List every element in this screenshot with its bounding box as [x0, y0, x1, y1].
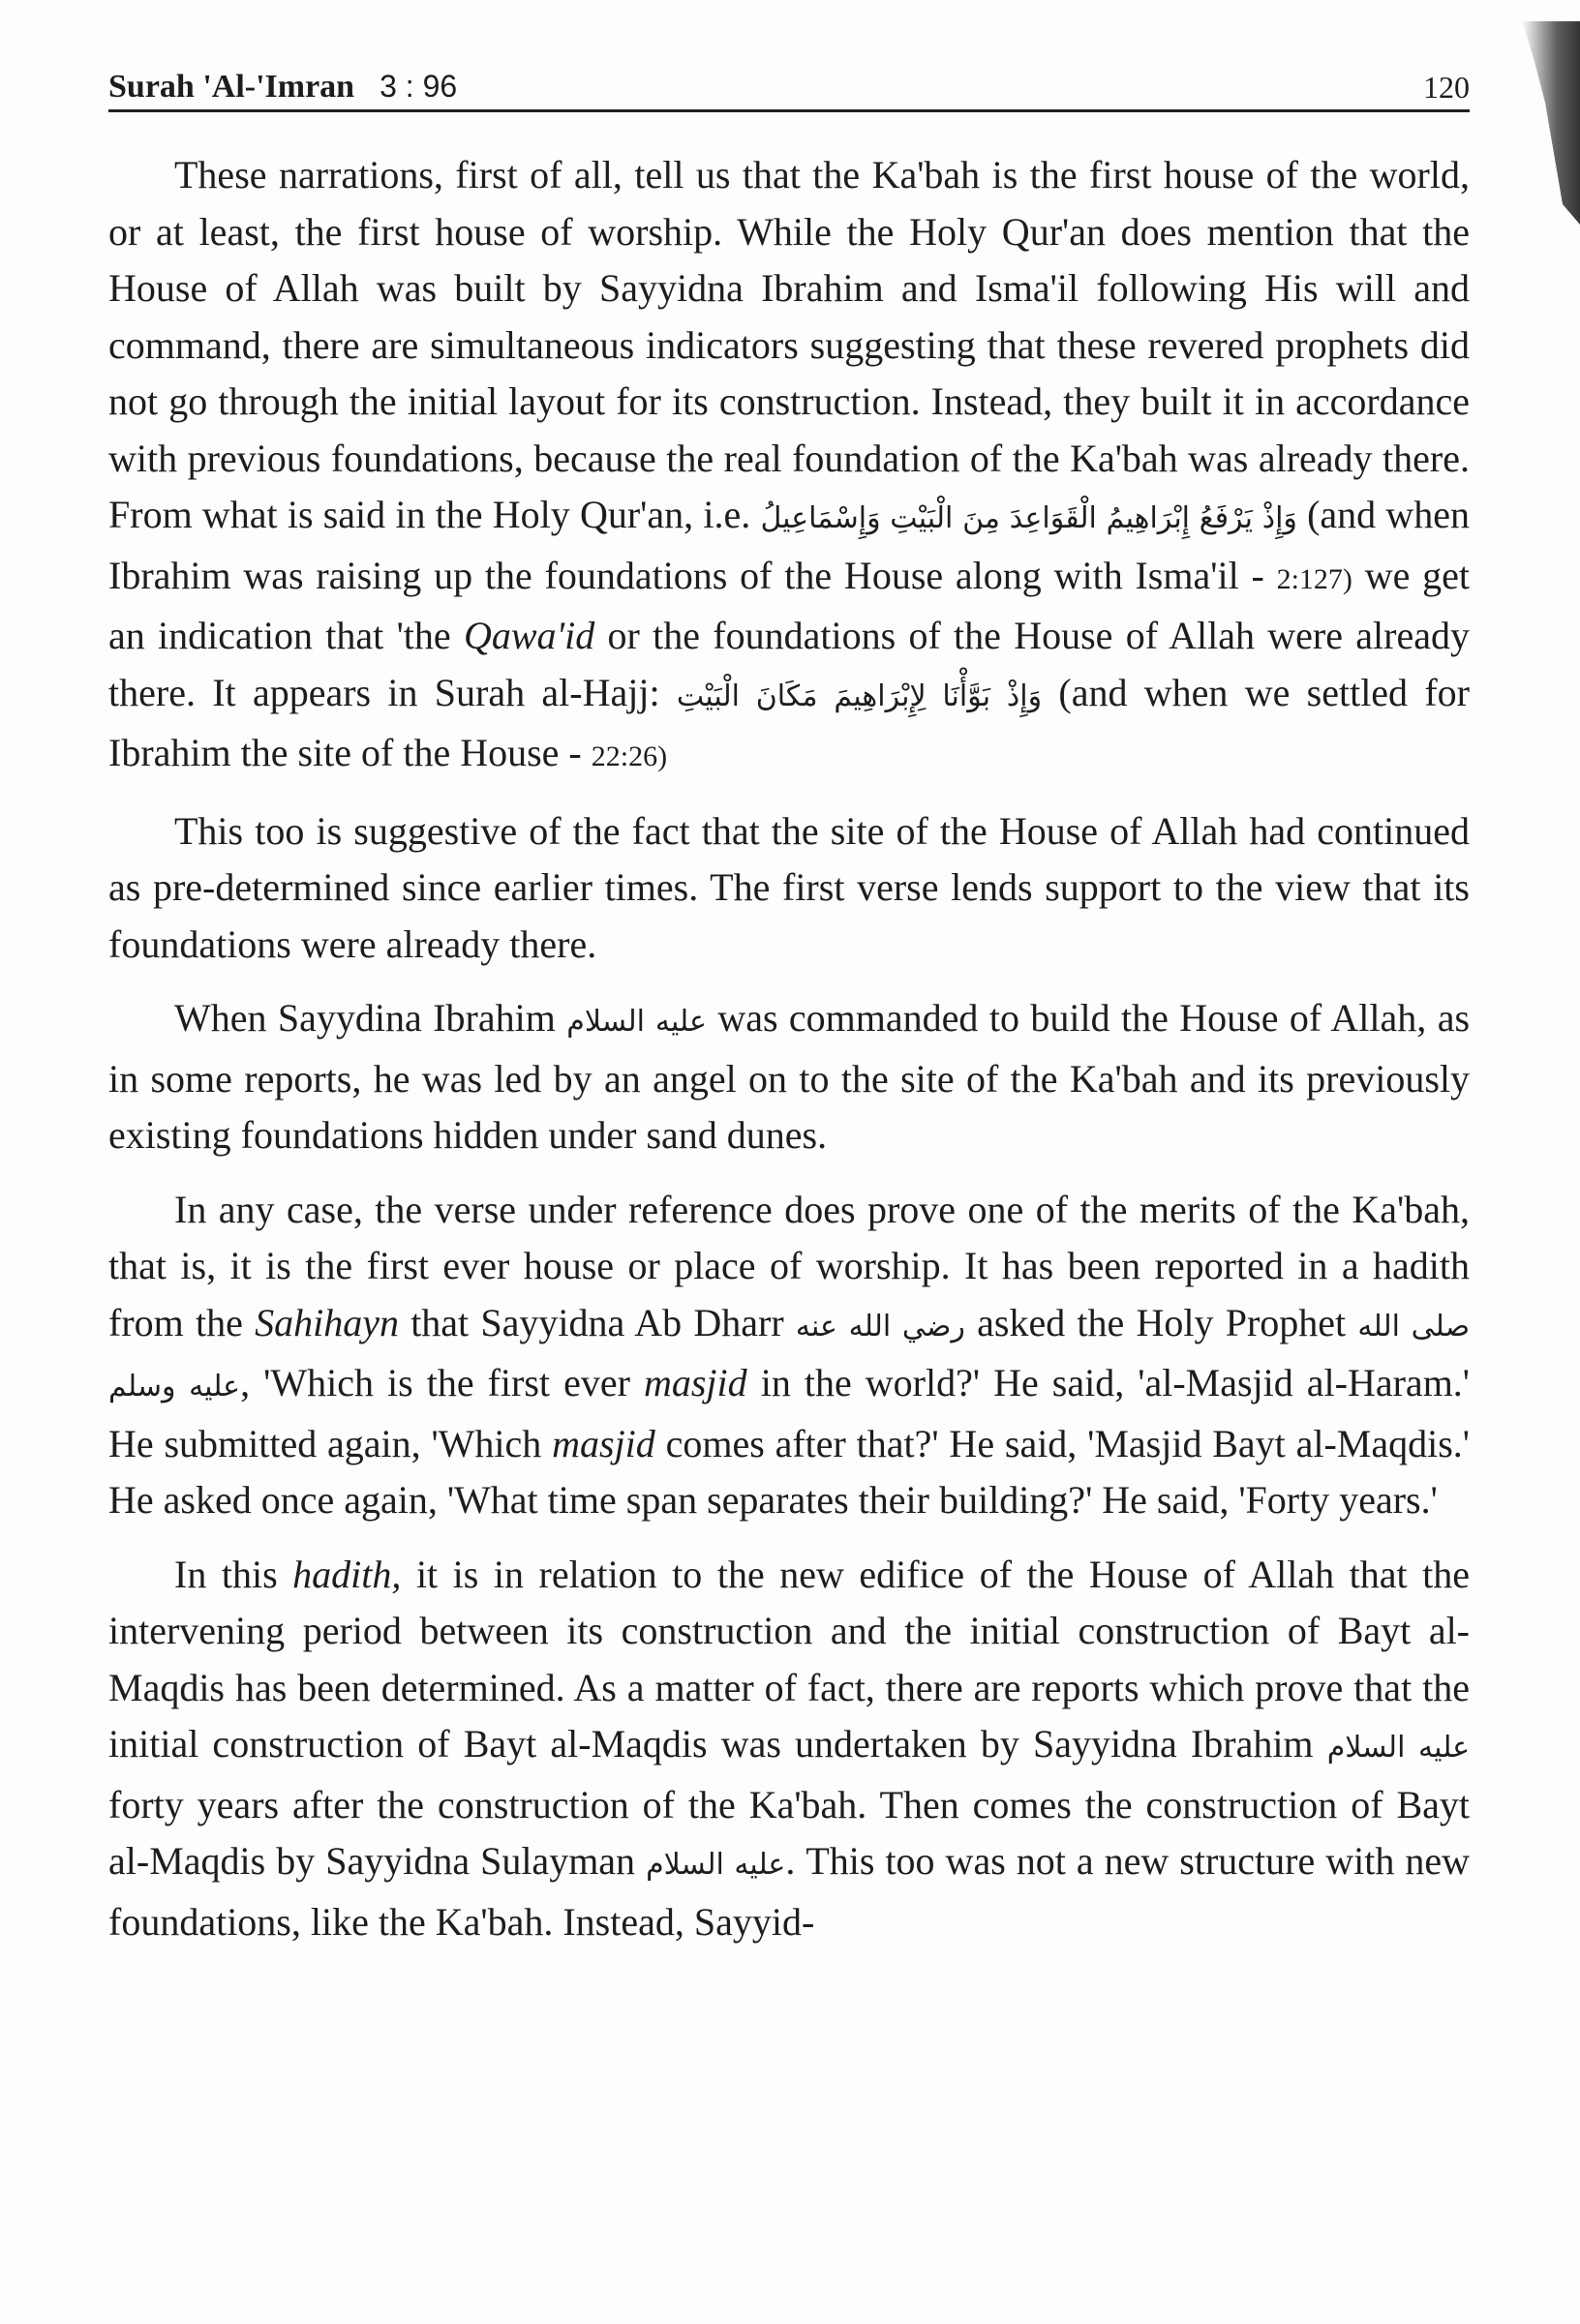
scan-edge-shadow: [1522, 21, 1580, 225]
page-number: 120: [1423, 70, 1470, 105]
paragraph-text: (and when we settled for Ibrahim the site of the House -: [108, 670, 1470, 774]
paragraph-text: or the foundations of the House of Allah were already there. It appears in Surah al-Hajj:: [108, 614, 1471, 714]
paragraph-text: we get an indication that 'the: [108, 553, 1471, 657]
paragraph-text: it is in relation to the new edifice of the House of Allah that the intervening period between its construction and the initial construction of Bayt al-Maqdis has been determined. As a matter of fact, there are reports which prove that the initial construction of Bayt al-Maqdis was undertaken by Sayyidna Ibrahim: [108, 1552, 1471, 1766]
arabic-honorific: رضي الله عنه: [795, 1309, 965, 1343]
paragraph-text: comes after that?' He said, 'Masjid Bayt al-Maqdis.' He asked once again, 'What time span separates their building?' He said, 'Forty years.': [108, 1421, 1470, 1522]
verse-reference: 3 : 96: [380, 69, 458, 104]
paragraph-3: [108, 990, 1470, 1164]
italic-term: Qawa'id: [463, 614, 595, 657]
italic-term: Sahihayn: [255, 1300, 399, 1344]
arabic-verse-quote: وَإِذْ بَوَّأْنَا لِإِبْرَاهِيمَ مَكَانَ الْبَيْتِ: [676, 679, 1043, 713]
paragraph-text: forty years after the construction of the Ka'bah. Then comes the construction of Bayt al-Maqdis by Sayyidna Sulayman: [108, 1782, 1470, 1883]
paragraph-5: [108, 1547, 1470, 1951]
arabic-honorific: عليه السلام: [1326, 1731, 1471, 1765]
paragraph-4: [108, 1182, 1470, 1529]
paragraph-text: , 'Which is the first ever: [240, 1361, 630, 1404]
verse-citation: 2:127): [1276, 562, 1352, 595]
header-left: [108, 69, 457, 106]
paragraph-text: In any case, the verse under reference does prove one of the merits of the Ka'bah, that is, it is the first ever house or place of worship. It has been reported in a hadith from the: [108, 1187, 1470, 1344]
paragraph-text: was commanded to build the House of Allah, as in some reports, he was led by an angel on to the site of the Ka'bah and its previously existing foundations hidden under sand dunes.: [108, 996, 1471, 1157]
paragraph-2: This too is suggestive of the fact that the site of the House of Allah had continued as pre-determined since earlier times. The first verse lends support to the view that its foundations were already there.: [108, 808, 1470, 966]
running-header: [108, 62, 1470, 112]
paragraph-text: . This too was not a new structure with new foundations, like the Ka'bah. Instead, Sayyid-: [108, 1839, 1471, 1944]
arabic-honorific: صلى الله عليه وسلم: [108, 1309, 1471, 1403]
paragraph-text: asked the Holy Prophet: [977, 1300, 1347, 1344]
paragraph-text: In this: [174, 1552, 278, 1596]
arabic-honorific: عليه السلام: [566, 1005, 707, 1039]
paragraph-text: These narrations, first of all, tell us that the Ka'bah is the first house of the world, or at least, the first house of worship. While the Holy Qur'an does mention that the House of Allah was built by Sayyidna Ibrahim and Isma'il following His will and command, there are simultaneous indicators suggesting that these revered prophets did not go through the initial layout for its construction. Instead, they built it in accordance with previous foundations, because the real foundation of the Ka'bah was already there. From what is said in the Holy Qur'an, i.e.: [108, 153, 1470, 536]
verse-citation: 22:26): [591, 740, 668, 772]
paragraph-text: (and when Ibrahim was raising up the foundations of the House along with Isma'il -: [108, 493, 1471, 597]
arabic-honorific: عليه السلام: [646, 1848, 786, 1882]
body-text: [108, 147, 1470, 1950]
italic-term: masjid: [643, 1361, 747, 1404]
arabic-verse-quote: وَإِذْ يَرْفَعُ إِبْرَاهِيمُ الْقَوَاعِدَ مِنَ الْبَيْتِ وَإِسْمَاعِيلُ: [760, 501, 1297, 535]
paragraph-1: [108, 147, 1470, 786]
paragraph-text: that Sayyidna Ab Dharr: [410, 1300, 784, 1344]
paragraph-text: When Sayydina Ibrahim: [174, 996, 556, 1040]
italic-term: masjid: [552, 1421, 655, 1465]
surah-title: Surah 'Al-'Imran: [108, 69, 355, 105]
paragraph-text: in the world?' He said, 'al-Masjid al-Haram.' He submitted again, 'Which: [108, 1361, 1471, 1465]
italic-term: hadith,: [292, 1552, 402, 1596]
